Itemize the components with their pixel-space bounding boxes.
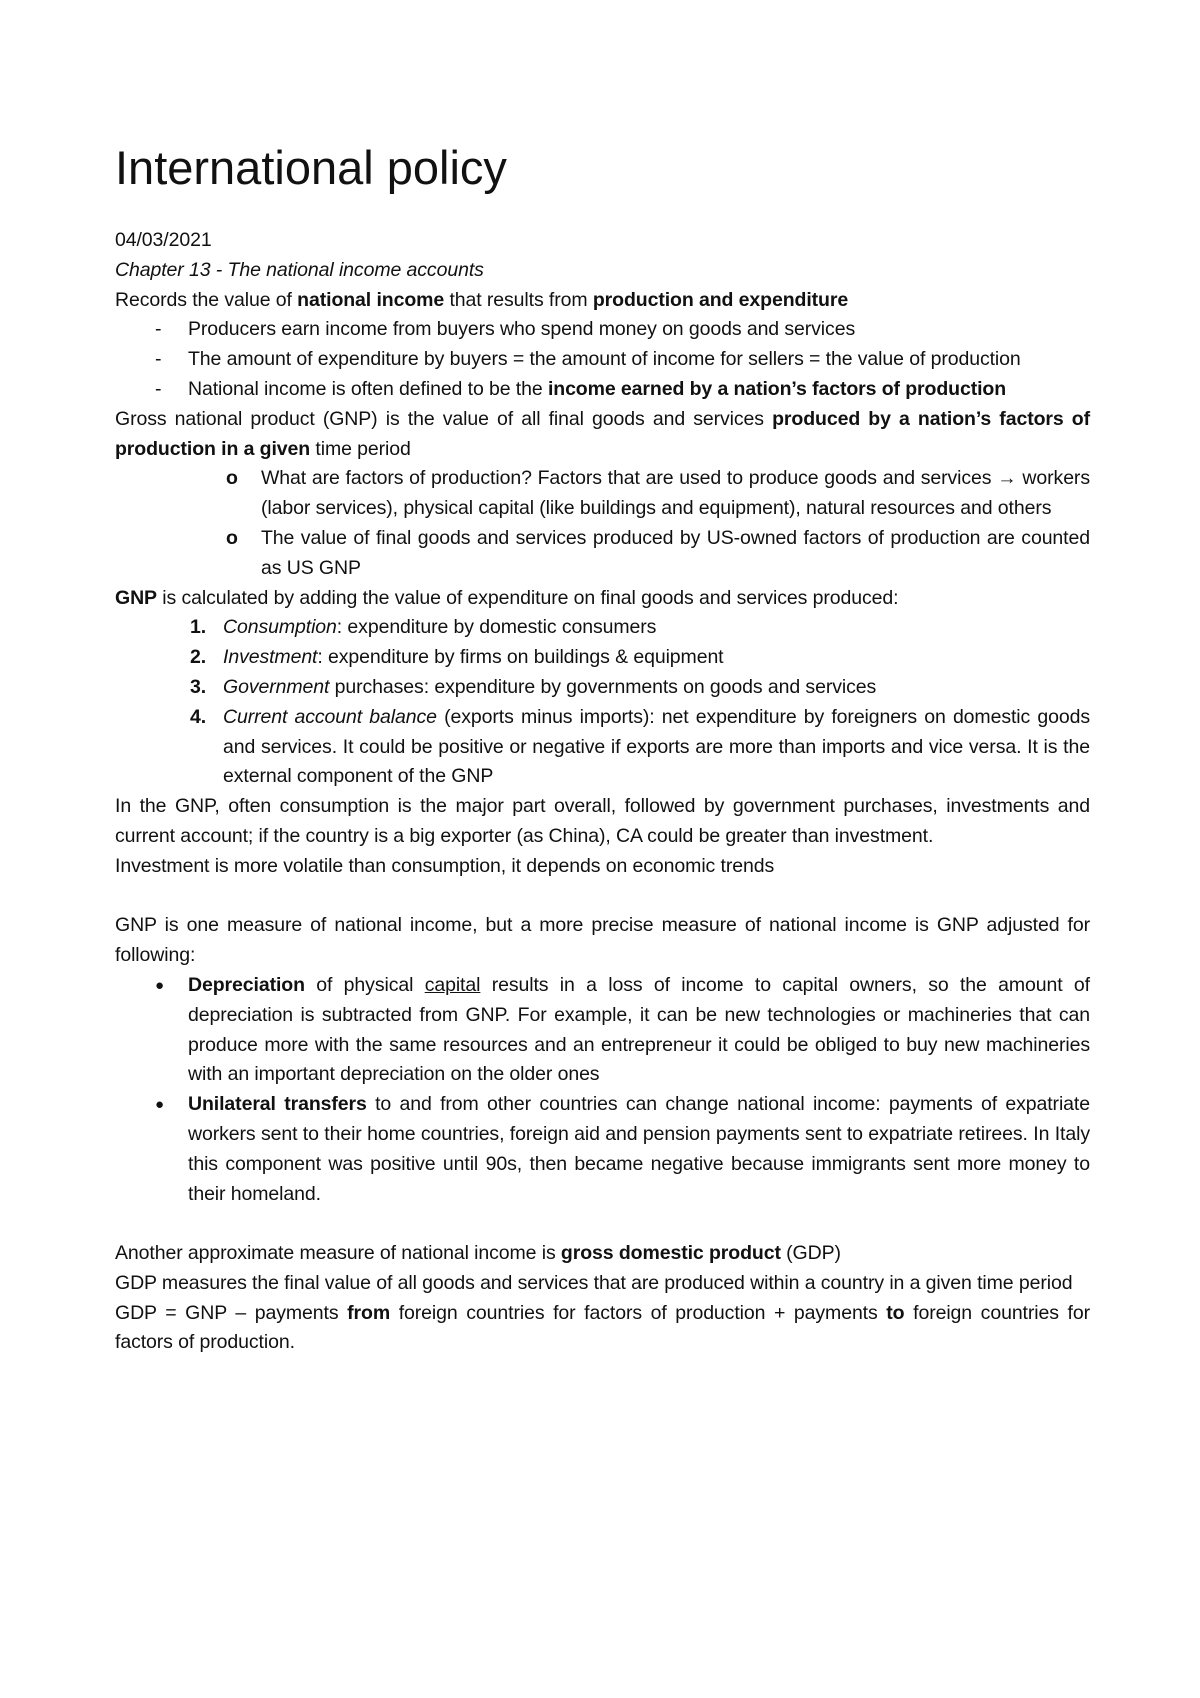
page-title: International policy xyxy=(115,141,507,194)
date: 04/03/2021 xyxy=(115,229,212,251)
gnp-parts-paragraph: In the GNP, often consumption is the major part overall, followed by government purchases, investments and current account; if the country is a big exporter (as China), CA could be greater than investment. xyxy=(115,795,1090,847)
gnp-definition-paragraph: Gross national product (GNP) is the value of all final goods and services produced by a nation’s factors of production in a given time period xyxy=(115,407,1090,460)
investment-paragraph: Investment is more volatile than consumption, it depends on economic trends xyxy=(115,854,775,877)
spacer xyxy=(115,882,1090,912)
list-item: - The amount of expenditure by buyers = the amount of income for sellers = the value of production xyxy=(155,348,1021,371)
chapter-heading: Chapter 13 - The national income accounts xyxy=(115,258,484,281)
gdp-measures-paragraph: GDP measures the final value of all goods and services that are produced within a country in a given time period xyxy=(115,1271,1073,1294)
list-item: 2. Investment: expenditure by firms on buildings & equipment xyxy=(190,646,724,669)
gnp-components-list xyxy=(115,613,1090,792)
adjustment-paragraph: GNP is one measure of national income, but a more precise measure of national income is GNP adjusted for following: xyxy=(115,914,1090,967)
list-item: 4. Current account balance (exports minus imports): net expenditure by foreigners on domestic goods and services. It could be positive or negative if exports are more than imports and vice versa. It is the external component of the GNP xyxy=(190,705,1090,788)
list-item: 1. Consumption: expenditure by domestic consumers xyxy=(190,616,657,639)
list-item: - Producers earn income from buyers who spend money on goods and services xyxy=(155,318,856,341)
sub-bullet-list xyxy=(115,464,1090,583)
document-body xyxy=(115,140,1090,1358)
dash-list xyxy=(115,315,1090,404)
spacer xyxy=(115,1209,1090,1239)
list-item: 3. Government purchases: expenditure by governments on goods and services xyxy=(190,675,877,698)
intro-paragraph: Records the value of national income that results from production and expenditure xyxy=(115,288,849,311)
list-item: - National income is often defined to be the income earned by a nation’s factors of production xyxy=(155,377,1007,400)
gdp-intro-paragraph: Another approximate measure of national income is gross domestic product (GDP) xyxy=(115,1242,841,1265)
bullet-list xyxy=(115,971,1090,1209)
gdp-equation-paragraph: GDP = GNP – payments from foreign countries for factors of production + payments to foreign countries for factors of production. xyxy=(115,1301,1090,1354)
list-item: o The value of final goods and services produced by US-owned factors of production are counted as US GNP xyxy=(226,526,1090,579)
list-item: o What are factors of production? Factors that are used to produce goods and services → workers (labor services), physical capital (like buildings and equipment), natural resources and others xyxy=(226,467,1090,520)
list-item: ● Depreciation of physical capital results in a loss of income to capital owners, so the amount of depreciation is subtracted from GNP. For example, it can be new technologies or machineries that can produce more with the same resources and an entrepreneur it could be obliged to buy new machineries with an important depreciation on the older ones xyxy=(155,973,1090,1086)
list-item: ● Unilateral transfers to and from other countries can change national income: payments of expatriate workers sent to their home countries, foreign aid and pension payments sent to expatriate retirees. In Italy this component was positive until 90s, then became negative because immigrants sent more money to their homeland. xyxy=(155,1093,1090,1205)
gnp-calculation-paragraph: GNP is calculated by adding the value of expenditure on final goods and services produced: xyxy=(115,586,899,609)
arrow-icon: → xyxy=(997,467,1017,490)
